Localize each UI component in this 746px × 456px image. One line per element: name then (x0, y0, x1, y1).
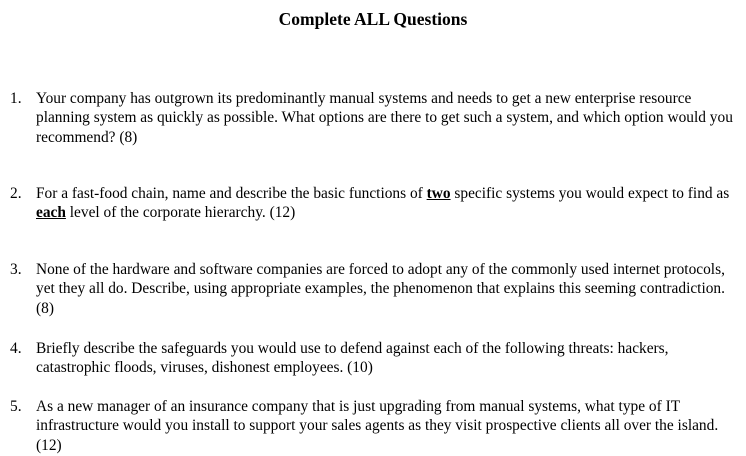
question-text (36, 184, 742, 223)
question-text: Your company has outgrown its predominantly manual systems and needs to get a new enterprise resource planning system as quickly as possible. What options are there to get such a system, and which option would you recommend? (8) (36, 90, 733, 146)
question-number: 5. (10, 398, 22, 415)
question-text: None of the hardware and software companies are forced to adopt any of the commonly used internet protocols, yet they all do. Describe, using appropriate examples, the phenomenon that explains this seeming contradiction. (8) (36, 261, 725, 317)
question-number: 2. (10, 185, 22, 202)
question-2 (0, 184, 742, 223)
question-number: 3. (10, 261, 22, 278)
question-number: 4. (10, 340, 22, 357)
question-text-part: specific systems you would expect to find as (450, 185, 730, 202)
question-4 (0, 339, 742, 378)
question-text-part: level of the corporate hierarchy. (12) (65, 204, 296, 222)
question-5 (0, 397, 742, 455)
question-number: 1. (10, 90, 22, 107)
page-title: Complete ALL Questions (278, 9, 468, 29)
emphasis-each: each (36, 204, 66, 222)
question-text: As a new manager of an insurance company that is just upgrading from manual systems, what type of IT infrastructure would you install to support your sales agents as they visit prospective clients all over the island. (12) (36, 398, 719, 454)
emphasis-two: two (426, 185, 451, 202)
question-1 (0, 89, 742, 147)
question-text: Briefly describe the safeguards you would use to defend against each of the following threats: hackers, catastrophic floods, viruses, dishonest employees. (10) (36, 340, 669, 377)
question-3 (0, 260, 742, 318)
question-text-part: For a fast-food chain, name and describe the basic functions of (36, 185, 427, 202)
